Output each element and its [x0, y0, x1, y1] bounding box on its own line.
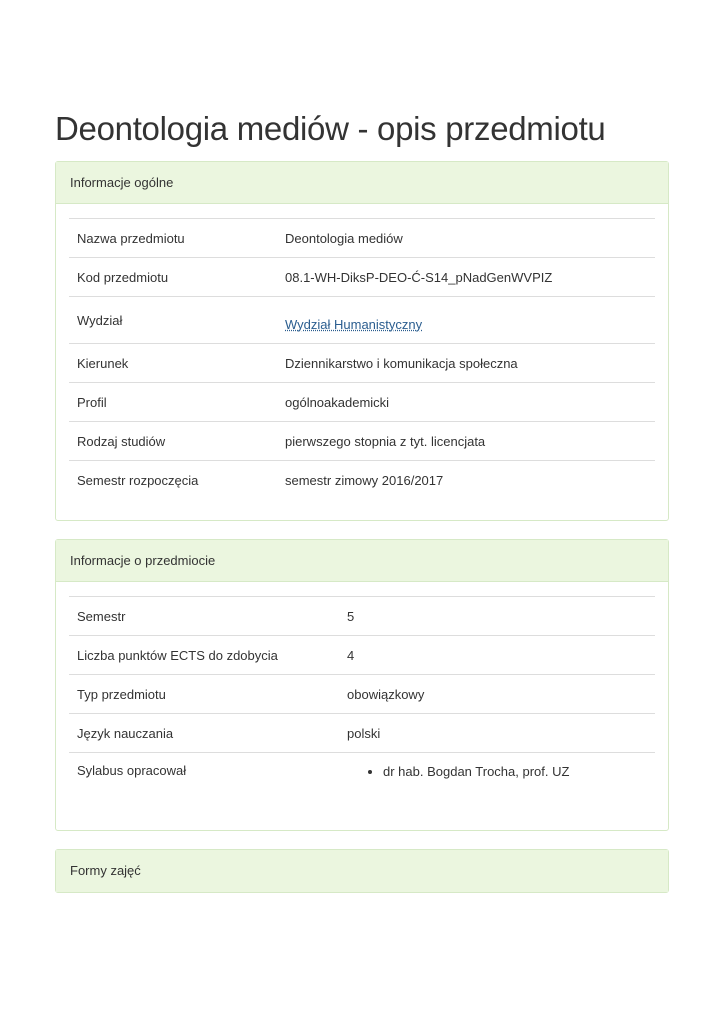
row-label: Profil — [69, 383, 277, 422]
table-row — [69, 597, 655, 636]
table-row — [69, 297, 655, 344]
row-value: polski — [339, 714, 655, 753]
table-row — [69, 636, 655, 675]
row-label: Liczba punktów ECTS do zdobycia — [69, 636, 339, 675]
class-forms-heading: Formy zajęć — [56, 850, 668, 892]
row-label: Typ przedmiotu — [69, 675, 339, 714]
row-label: Nazwa przedmiotu — [69, 219, 277, 258]
row-value: 4 — [339, 636, 655, 675]
row-value: obowiązkowy — [339, 675, 655, 714]
class-forms-panel — [55, 849, 669, 893]
row-label: Semestr rozpoczęcia — [69, 461, 277, 500]
row-value: 08.1-WH-DiksP-DEO-Ć-S14_pNadGenWVPIZ — [277, 258, 655, 297]
row-value: 5 — [339, 597, 655, 636]
table-row — [69, 675, 655, 714]
table-row — [69, 219, 655, 258]
row-value: semestr zimowy 2016/2017 — [277, 461, 655, 500]
row-value: ogólnoakademicki — [277, 383, 655, 422]
table-row — [69, 461, 655, 500]
row-value: Dziennikarstwo i komunikacja społeczna — [277, 344, 655, 383]
row-value — [277, 297, 655, 344]
table-row — [69, 422, 655, 461]
row-label: Język nauczania — [69, 714, 339, 753]
row-label: Semestr — [69, 597, 339, 636]
table-row — [69, 714, 655, 753]
author-list — [347, 763, 647, 781]
page-title: Deontologia mediów - opis przedmiotu — [55, 110, 606, 147]
row-value — [339, 753, 655, 802]
row-label: Kierunek — [69, 344, 277, 383]
list-item: • dr hab. Bogdan Trocha, prof. UZ — [383, 763, 647, 781]
general-info-panel — [55, 161, 669, 521]
row-label: Rodzaj studiów — [69, 422, 277, 461]
subject-info-heading: Informacje o przedmiocie — [56, 540, 668, 582]
faculty-link[interactable]: Wydział Humanistyczny — [285, 316, 423, 332]
row-value: Deontologia mediów — [277, 219, 655, 258]
row-label: Sylabus opracował — [69, 753, 339, 802]
general-info-heading: Informacje ogólne — [56, 162, 668, 204]
table-row — [69, 344, 655, 383]
row-value: pierwszego stopnia z tyt. licencjata — [277, 422, 655, 461]
row-label: Wydział — [69, 297, 277, 344]
table-row — [69, 383, 655, 422]
subject-info-table — [69, 596, 655, 801]
general-info-table — [69, 218, 655, 499]
table-row — [69, 258, 655, 297]
table-row — [69, 753, 655, 802]
subject-info-panel — [55, 539, 669, 831]
row-label: Kod przedmiotu — [69, 258, 277, 297]
